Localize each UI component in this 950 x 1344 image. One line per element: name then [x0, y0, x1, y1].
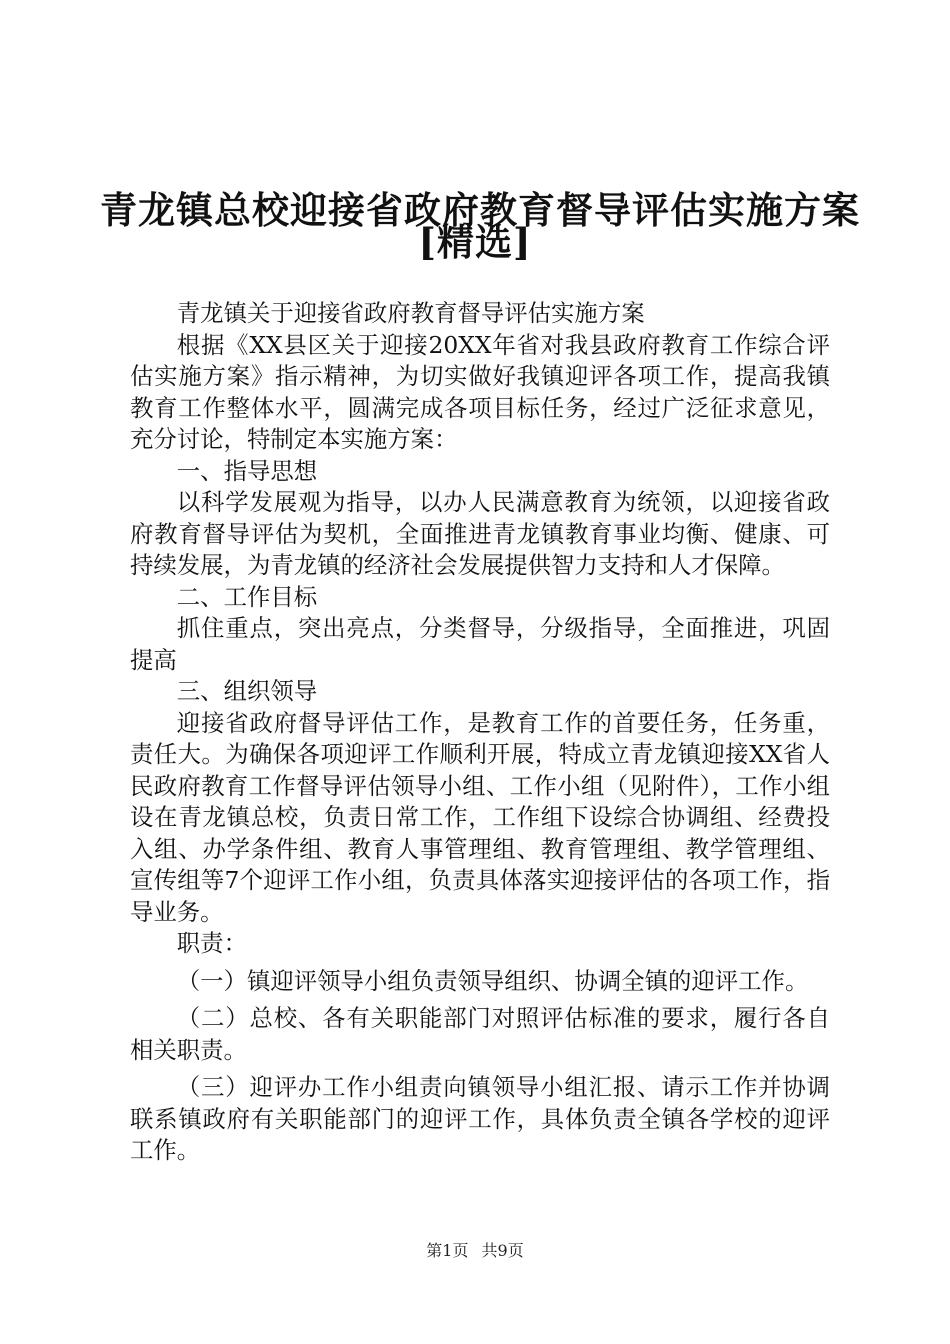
page-total: 共9页: [481, 1241, 524, 1260]
organization-paragraph: 迎接省政府督导评估工作，是教育工作的首要任务，任务重，责任大。为确保各项迎评工作顺利开展，特成立青龙镇迎接XX省人民政府教育工作督导评估领导小组、工作小组（见附件），工作小组设在青龙镇总校，负责日常工作，工作组下设综合协调组、经费投入组、办学条件组、教育人事管理组、教育管理组、教学管理组、宣传组等7个迎评工作小组，负责具体落实迎接评估的各项工作，指导业务。: [130, 708, 830, 926]
document-body: [130, 298, 830, 1167]
section-heading-guiding-ideology: 一、指导思想: [176, 456, 318, 485]
guiding-ideology-paragraph: 以科学发展观为指导，以办人民满意教育为统领，以迎接省政府教育督导评估为契机，全面推进青龙镇教育事业均衡、健康、可持续发展，为青龙镇的经济社会发展提供智力支持和人才保障。: [130, 488, 830, 579]
subtitle-paragraph: 青龙镇关于迎接省政府教育督导评估实施方案: [176, 299, 645, 327]
document-title: 青龙镇总校迎接省政府教育督导评估实施方案: [100, 188, 860, 232]
section-heading-organization: 三、组织领导: [176, 677, 318, 705]
duties-label: 职责：: [176, 929, 247, 957]
duty-item-1: （一）镇迎评领导小组负责领导组织、协调全镇的迎评工作。: [176, 966, 809, 995]
intro-paragraph: 根据《XX县区关于迎接20XX年省对我县政府教育工作综合评估实施方案》指示精神，为切实做好我镇迎评各项工作，提高我镇教育工作整体水平，圆满完成各项目标任务，经过广泛征求意见，充分讨论，特制定本实施方案：: [130, 330, 830, 453]
page-number: 第1页: [426, 1241, 469, 1260]
page-footer: [0, 1241, 950, 1261]
duty-item-3: （三）迎评办工作小组责向镇领导小组汇报、请示工作并协调联系镇政府有关职能部门的迎评工作，具体负责全镇各学校的迎评工作。: [130, 1073, 830, 1164]
duty-item-2: （二）总校、各有关职能部门对照评估标准的要求，履行各自相关职责。: [130, 1004, 830, 1064]
work-goals-paragraph: 抓住重点，突出亮点，分类督导，分级指导，全面推进，巩固提高: [130, 614, 830, 674]
section-heading-work-goals: 二、工作目标: [176, 582, 318, 611]
document-title-suffix: [精选]: [418, 220, 532, 264]
